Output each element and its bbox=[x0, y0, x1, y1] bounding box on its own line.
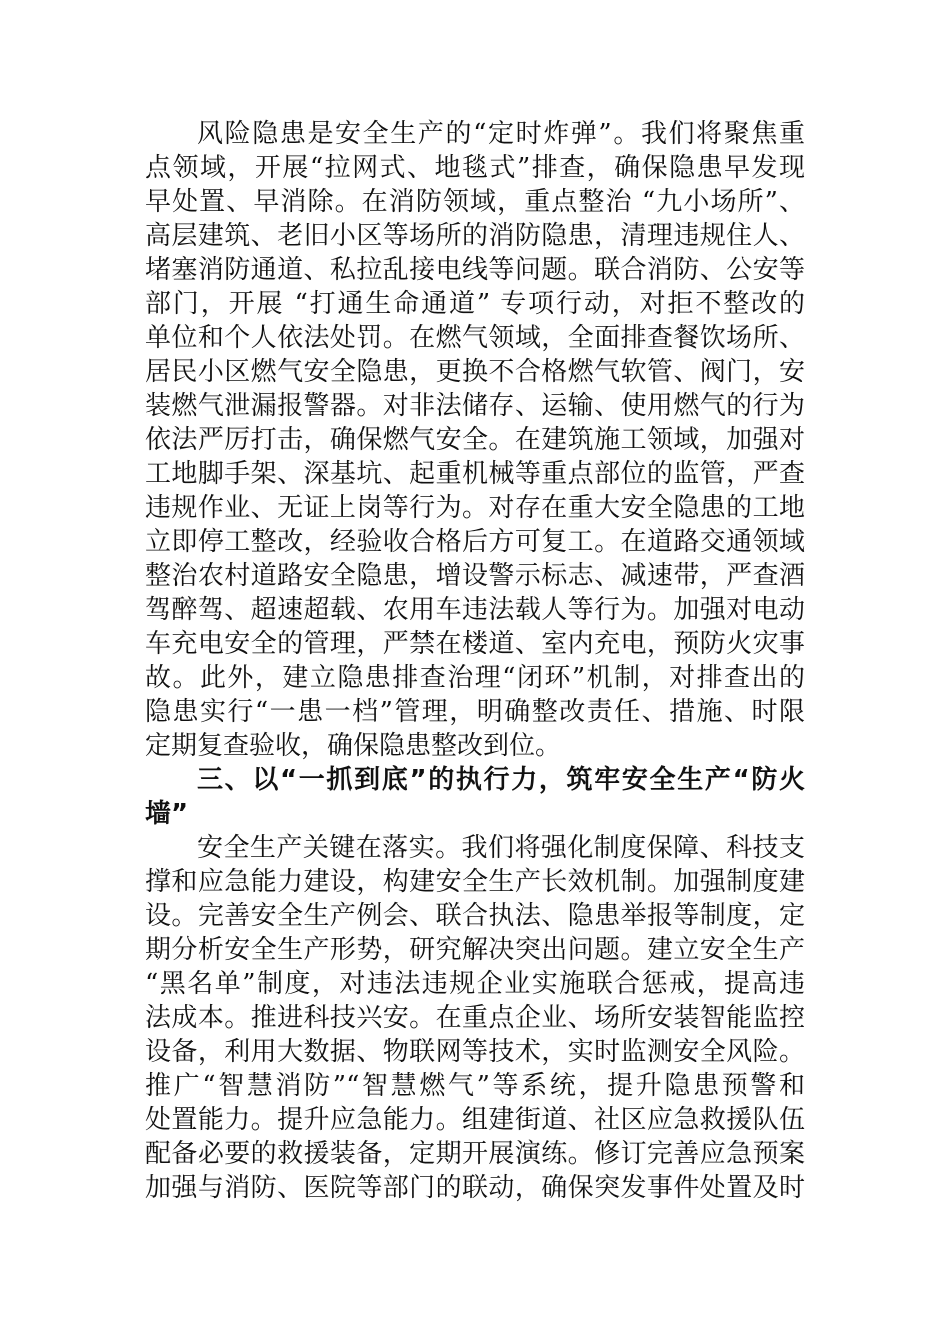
paragraph-line: 车充电安全的管理，严禁在楼道、室内充电，预防火灾事 bbox=[145, 629, 805, 659]
paragraph-line: 整治农村道路安全隐患，增设警示标志、减速带，严查酒 bbox=[145, 561, 805, 591]
paragraph-line: 期分析安全生产形势，研究解决突出问题。建立安全生产 bbox=[145, 935, 805, 965]
paragraph-line: 驾醉驾、超速超载、农用车违法载人等行为。加强对电动 bbox=[145, 595, 805, 625]
paragraph-line: 法成本。推进科技兴安。在重点企业、场所安装智能监控 bbox=[145, 1003, 805, 1033]
section-heading-3 bbox=[145, 763, 805, 831]
paragraph-line: 推广“智慧消防”“智慧燃气”等系统，提升隐患预警和 bbox=[145, 1071, 805, 1101]
paragraph-line: 风险隐患是安全生产的“定时炸弹”。我们将聚焦重 bbox=[197, 119, 805, 149]
paragraph-line: 立即停工整改，经验收合格后方可复工。在道路交通领域 bbox=[145, 527, 805, 557]
paragraph-line: 点领域，开展“拉网式、地毯式”排查，确保隐患早发现 bbox=[145, 153, 805, 183]
paragraph-line: 故。此外，建立隐患排查治理“闭环”机制，对排查出的 bbox=[145, 663, 805, 693]
paragraph-line: 装燃气泄漏报警器。对非法储存、运输、使用燃气的行为 bbox=[145, 391, 805, 421]
paragraph-line: 部门，开展 “打通生命通道” 专项行动，对拒不整改的 bbox=[145, 289, 805, 319]
heading-line: 三、以“一抓到底”的执行力，筑牢安全生产“防火 bbox=[197, 765, 805, 795]
paragraph-line: 单位和个人依法处罚。在燃气领域，全面排查餐饮场所、 bbox=[145, 323, 805, 353]
paragraph-implementation bbox=[145, 831, 805, 1205]
paragraph-line: 高层建筑、老旧小区等场所的消防隐患，清理违规住人、 bbox=[145, 221, 805, 251]
paragraph-line: 堵塞消防通道、私拉乱接电线等问题。联合消防、公安等 bbox=[145, 255, 805, 285]
paragraph-line: 撑和应急能力建设，构建安全生产长效机制。加强制度建 bbox=[145, 867, 805, 897]
paragraph-line: 依法严厉打击，确保燃气安全。在建筑施工领域，加强对 bbox=[145, 425, 805, 455]
paragraph-line: 处置能力。提升应急能力。组建街道、社区应急救援队伍 bbox=[145, 1105, 805, 1135]
paragraph-line: 设备，利用大数据、物联网等技术，实时监测安全风险。 bbox=[145, 1037, 805, 1067]
paragraph-hazard-investigation bbox=[145, 117, 805, 763]
paragraph-line: 配备必要的救援装备，定期开展演练。修订完善应急预案 bbox=[145, 1139, 805, 1169]
heading-line: 墙” bbox=[145, 799, 189, 829]
paragraph-line: 居民小区燃气安全隐患，更换不合格燃气软管、阀门，安 bbox=[145, 357, 805, 387]
paragraph-line: 隐患实行“一患一档”管理，明确整改责任、措施、时限 bbox=[145, 697, 805, 727]
paragraph-line: 工地脚手架、深基坑、起重机械等重点部位的监管，严查 bbox=[145, 459, 805, 489]
paragraph-line: 加强与消防、医院等部门的联动，确保突发事件处置及时 bbox=[145, 1173, 805, 1203]
paragraph-line: 违规作业、无证上岗等行为。对存在重大安全隐患的工地 bbox=[145, 493, 805, 523]
paragraph-line: “黑名单”制度，对违法违规企业实施联合惩戒，提高违 bbox=[145, 969, 805, 999]
paragraph-line: 安全生产关键在落实。我们将强化制度保障、科技支 bbox=[197, 833, 805, 863]
paragraph-line: 早处置、早消除。在消防领域，重点整治 “九小场所”、 bbox=[145, 187, 805, 217]
paragraph-line: 设。完善安全生产例会、联合执法、隐患举报等制度，定 bbox=[145, 901, 805, 931]
paragraph-line: 定期复查验收，确保隐患整改到位。 bbox=[145, 731, 562, 761]
